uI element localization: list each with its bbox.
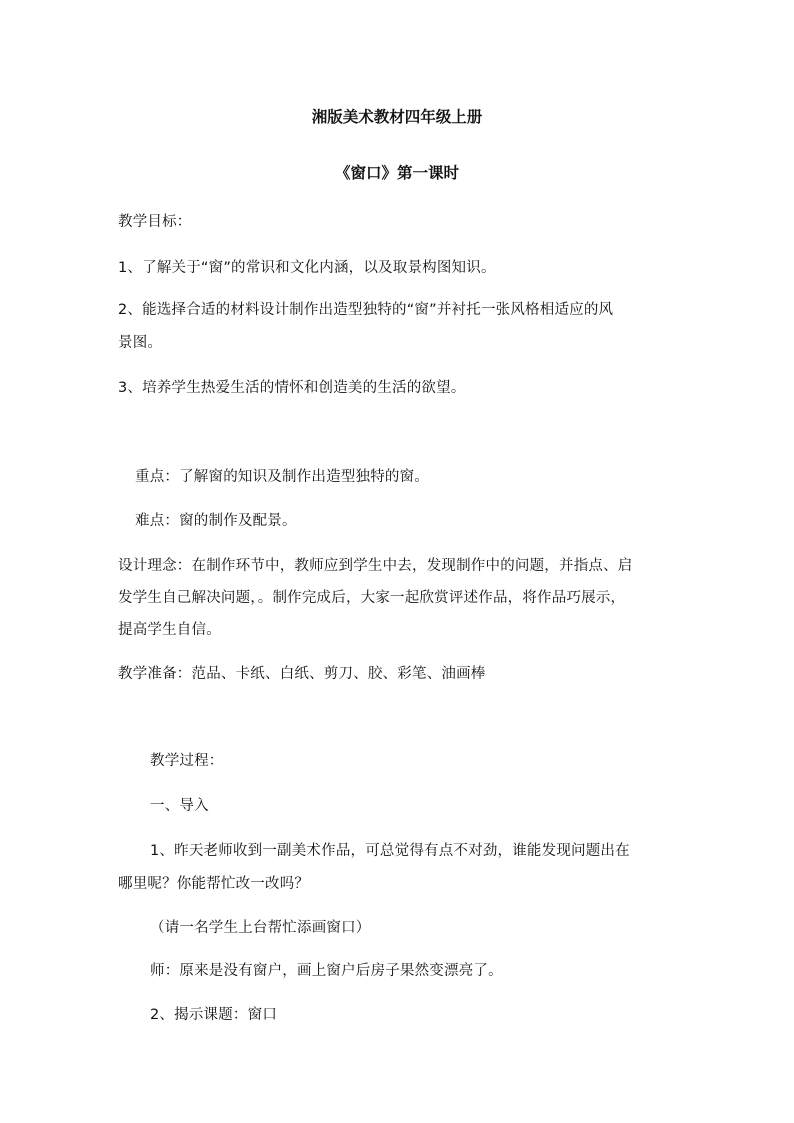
step-1-line-1: 1、昨天老师收到一副美术作品，可总觉得有点不对劲，谁能发现问题出在	[150, 843, 630, 859]
step-1-note: （请一名学生上台帮忙添画窗口）	[150, 920, 371, 936]
design-concept-line-3: 提高学生自信。	[118, 622, 221, 638]
step-1-line-2: 哪里呢？你能帮忙改一改吗？	[118, 876, 310, 892]
step-2: 2、揭示课题：窗口	[150, 1007, 278, 1023]
teacher-remark: 师：原来是没有窗户，画上窗户后房子果然变漂亮了。	[150, 963, 503, 979]
objective-1: 1、了解关于“窗”的常识和文化内涵，以及取景构图知识。	[118, 260, 496, 276]
objective-3: 3、培养学生热爱生活的情怀和创造美的生活的欲望。	[118, 380, 466, 396]
design-concept-line-1: 设计理念：在制作环节中，教师应到学生中去，发现制作中的问题，并指点、启	[118, 558, 633, 574]
difficulty: 难点：窗的制作及配景。	[135, 513, 297, 529]
section-introduction: 一、导入	[150, 798, 209, 814]
teaching-preparation: 教学准备：范品、卡纸、白纸、剪刀、胶、彩笔、油画棒	[118, 666, 486, 682]
key-point: 重点：了解窗的知识及制作出造型独特的窗。	[135, 469, 429, 485]
document-title: 湘版美术教材四年级上册	[311, 108, 483, 126]
objective-2-line-2: 景图。	[118, 335, 163, 351]
design-concept-line-2: 发学生自己解决问题，。制作完成后，大家一起欣赏评述作品，将作品巧展示，	[118, 590, 626, 606]
process-heading: 教学过程：	[150, 753, 224, 769]
objective-2-line-1: 2、能选择合适的材料设计制作出造型独特的“窗”并衬托一张风格相适应的风	[118, 302, 614, 318]
objectives-heading: 教学目标：	[118, 214, 192, 230]
document-subtitle: 《窗口》第一课时	[334, 164, 459, 182]
